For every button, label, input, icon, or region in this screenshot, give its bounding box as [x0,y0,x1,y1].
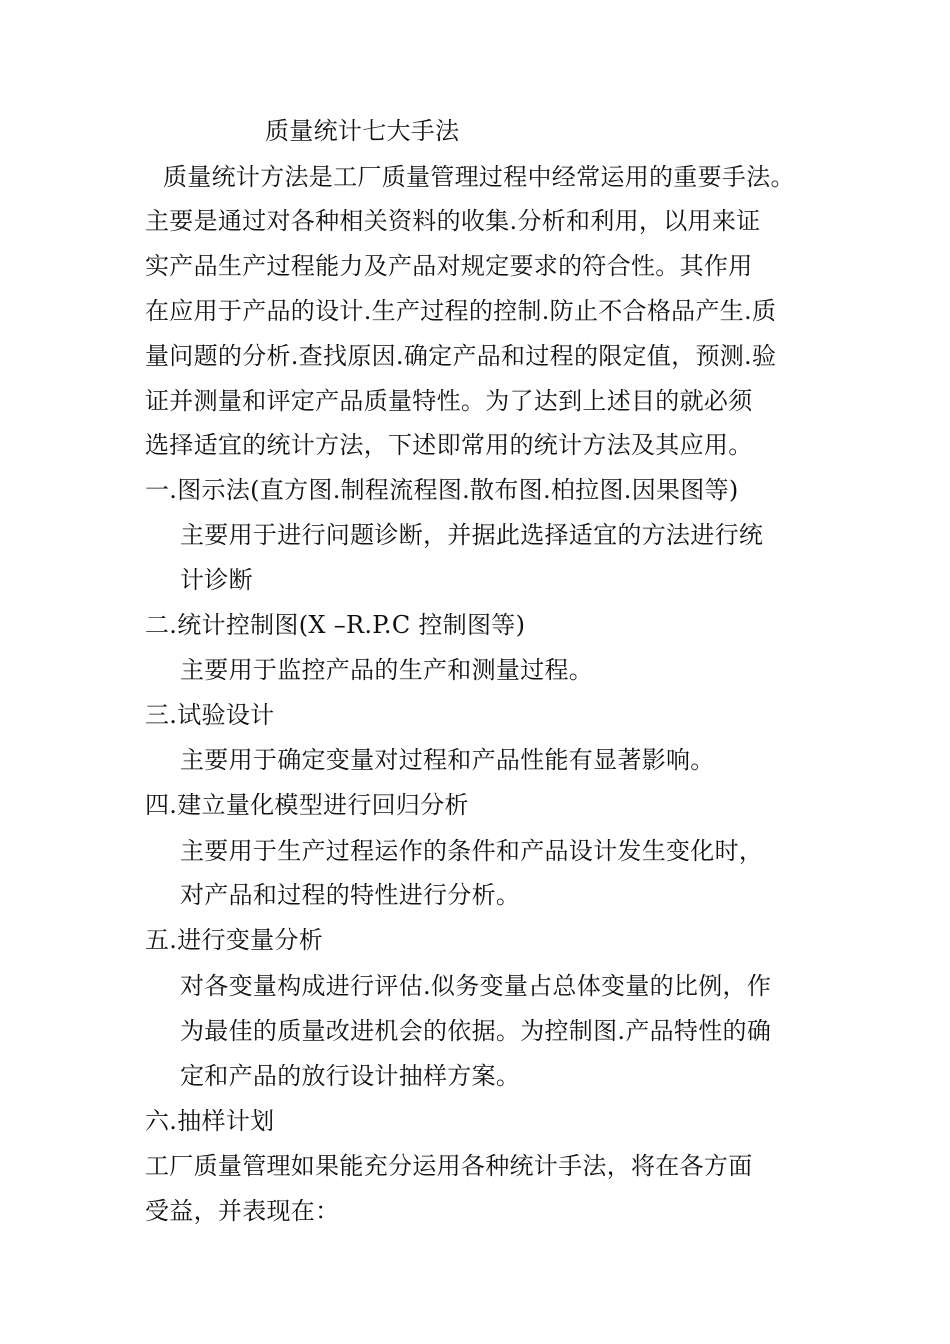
section-heading-2: 二.统计控制图(X –R.P.C 控制图等) [145,611,526,639]
section-line: 对产品和过程的特性进行分析。 [180,881,521,909]
section-heading-6: 六.抽样计划 [145,1107,275,1135]
intro-line: 证并测量和评定产品质量特性。为了达到上述目的就必须 [145,387,753,415]
section-heading-4: 四.建立量化模型进行回归分析 [145,791,469,819]
section-heading-3: 三.试验设计 [145,701,275,729]
intro-line: 量问题的分析.查找原因.确定产品和过程的限定值，预测.验 [145,342,777,370]
section-line: 主要用于生产过程运作的条件和产品设计发生变化时， [180,837,764,865]
intro-line: 主要是通过对各种相关资料的收集.分析和利用，以用来证 [145,207,761,235]
section-line: 计诊断 [180,566,253,594]
intro-line: 质量统计方法是工厂质量管理过程中经常运用的重要手法。 [163,163,795,191]
intro-line: 实产品生产过程能力及产品对规定要求的符合性。其作用 [145,252,753,280]
section-line: 对各变量构成进行评估.似务变量占总体变量的比例，作 [180,972,772,1000]
document-title: 质量统计七大手法 [265,117,460,145]
closing-line: 工厂质量管理如果能充分运用各种统计手法，将在各方面 [145,1152,753,1180]
intro-line: 在应用于产品的设计.生产过程的控制.防止不合格品产生.质 [145,297,777,325]
section-line: 为最佳的质量改进机会的依据。为控制图.产品特性的确 [180,1017,772,1045]
section-line: 定和产品的放行设计抽样方案。 [180,1062,521,1090]
closing-line: 受益，并表现在： [145,1197,340,1225]
section-line: 主要用于确定变量对过程和产品性能有显著影响。 [180,746,715,774]
section-line: 主要用于监控产品的生产和测量过程。 [180,656,594,684]
section-heading-1: 一.图示法(直方图.制程流程图.散布图.柏拉图.因果图等) [145,476,739,504]
section-line: 主要用于进行问题诊断，并据此选择适宜的方法进行统 [180,521,764,549]
intro-line: 选择适宜的统计方法，下述即常用的统计方法及其应用。 [145,431,753,459]
section-heading-5: 五.进行变量分析 [145,926,324,954]
